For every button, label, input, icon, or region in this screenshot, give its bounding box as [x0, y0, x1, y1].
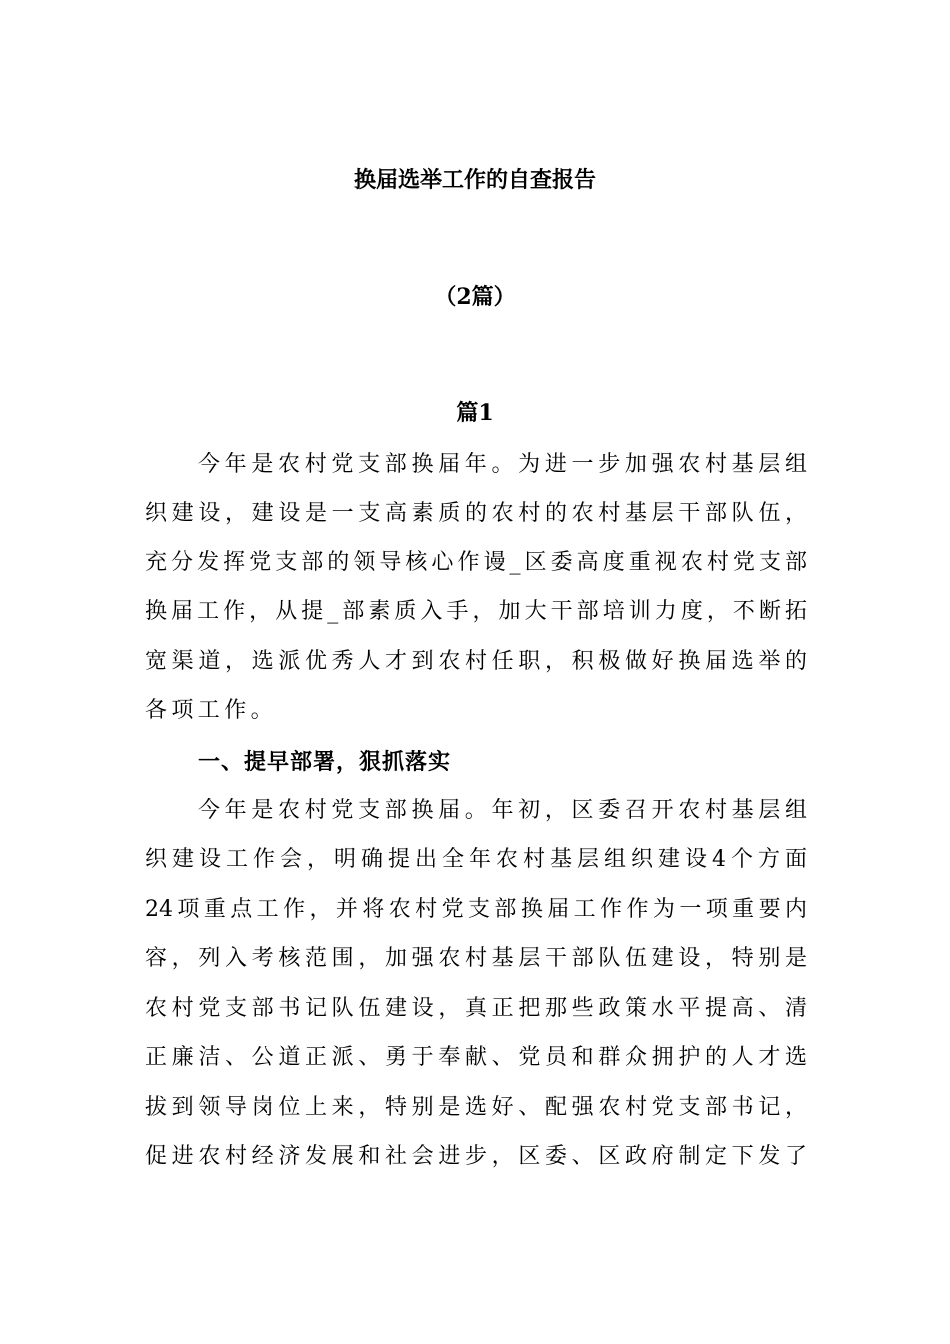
paragraph-line: 24项重点工作，并将农村党支部换届工作作为一项重要内 [145, 897, 807, 922]
paragraph-line: 促进农村经济发展和社会进步，区委、区政府制定下发了 [145, 1144, 807, 1169]
paragraph-line: 织建设工作会，明确提出全年农村基层组织建设4个方面 [145, 847, 807, 872]
paragraph-line: 今年是农村党支部换届年。为进一步加强农村基层组 [198, 452, 807, 477]
section-heading: 一、提早部署，狠抓落实 [198, 749, 452, 775]
paragraph-line: 正廉洁、公道正派、勇于奉献、党员和群众拥护的人才选 [145, 1045, 807, 1070]
document-subtitle: （2篇） [434, 284, 516, 310]
paragraph-line: 今年是农村党支部换届。年初，区委召开农村基层组 [198, 798, 807, 823]
paragraph-line: 各项工作。 [145, 698, 278, 723]
paragraph-line: 充分发挥党支部的领导核心作谩_区委高度重视农村党支部 [145, 550, 807, 575]
paragraph-line: 织建设，建设是一支高素质的农村的农村基层干部队伍， [145, 501, 807, 526]
paragraph-line: 容，列入考核范围，加强农村基层干部队伍建设，特别是 [145, 946, 807, 971]
document-title: 换届选举工作的自查报告 [353, 167, 596, 193]
paragraph-line: 拔到领导岗位上来，特别是选好、配强农村党支部书记， [145, 1095, 807, 1120]
paragraph-line: 宽渠道，选派优秀人才到农村任职，积极做好换届选举的 [145, 649, 807, 674]
part-heading: 篇1 [456, 400, 494, 426]
paragraph-line: 换届工作，从提_部素质入手，加大干部培训力度，不断拓 [145, 599, 807, 624]
paragraph-line: 农村党支部书记队伍建设，真正把那些政策水平提高、清 [145, 996, 807, 1021]
